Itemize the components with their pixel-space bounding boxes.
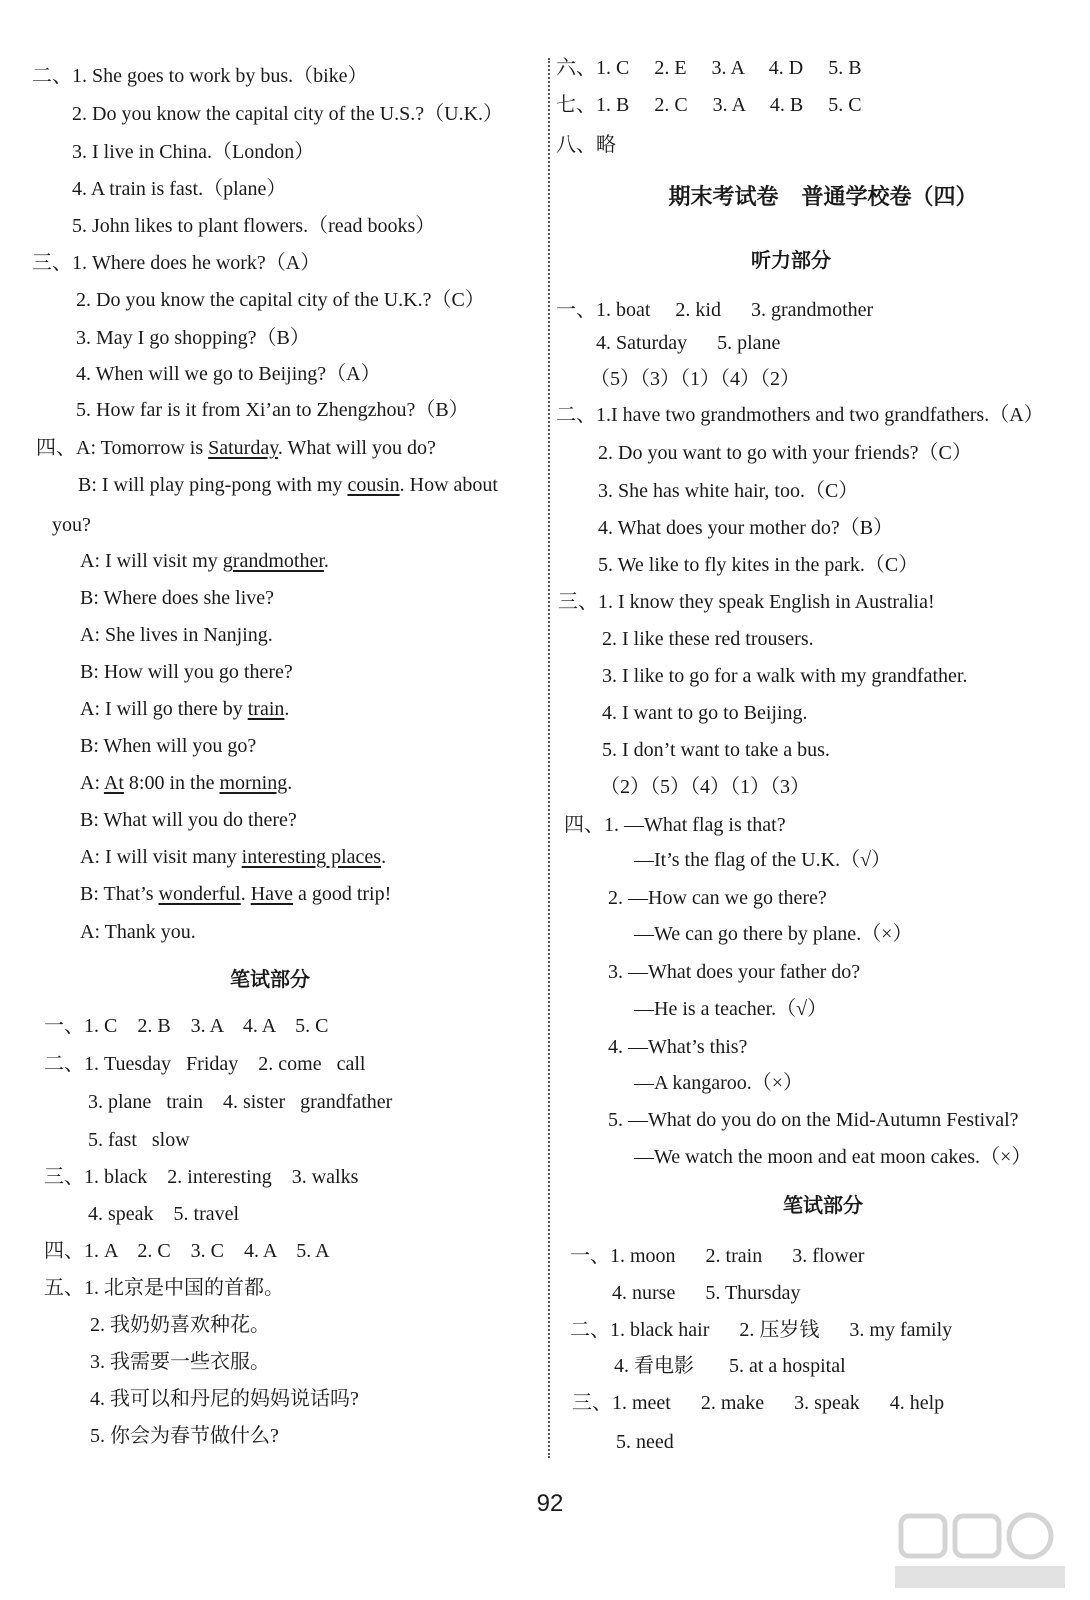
dialog-line: B: That’s wonderful. Have a good trip! — [80, 883, 392, 905]
dialog-line: 四、A: Tomorrow is Saturday. What will you do? — [36, 437, 436, 459]
exam-title: 期末考试卷 普通学校卷（四） — [668, 185, 978, 210]
answer-line: 4. What does your mother do?（B） — [598, 517, 894, 539]
answer-line: —It’s the flag of the U.K.（√） — [634, 849, 892, 871]
dialog-line: A: I will visit many interesting places. — [80, 846, 387, 868]
answer-line: 五、1. 北京是中国的首都。 — [44, 1277, 284, 1299]
answer-line: 5. I don’t want to take a bus. — [602, 739, 830, 761]
answer-line: 3. She has white hair, too.（C） — [598, 480, 859, 502]
answer-line: 2. Do you want to go with your friends?（C） — [598, 442, 972, 464]
dialog-line: B: Where does she live? — [80, 587, 275, 609]
answer-line: 4. speak 5. travel — [88, 1203, 240, 1225]
watermark-logo — [895, 1510, 1065, 1590]
answer-line: —We can go there by plane.（×） — [634, 923, 913, 945]
answer-line: （5）（3）（1）（4）（2） — [590, 368, 800, 390]
answer-line: 4. Saturday 5. plane — [596, 332, 781, 354]
answer-line: 2. Do you know the capital city of the U.K.?（C） — [76, 289, 485, 311]
answer-line: 4. nurse 5. Thursday — [612, 1282, 801, 1304]
answer-line: 5. We like to fly kites in the park.（C） — [598, 554, 919, 576]
answer-line: 5. —What do you do on the Mid-Autumn Festival? — [608, 1109, 1019, 1131]
answer-line: 三、1. I know they speak English in Australia! — [558, 591, 935, 613]
answer-line: —We watch the moon and eat moon cakes.（×） — [634, 1146, 1032, 1168]
answer-line: 3. I like to go for a walk with my grandfather. — [602, 665, 968, 687]
answer-line: 三、1. Where does he work?（A） — [32, 252, 321, 274]
answer-line: 一、1. moon 2. train 3. flower — [570, 1245, 865, 1267]
answer-line: 4. —What’s this? — [608, 1036, 748, 1058]
answer-line: 一、1. C 2. B 3. A 4. A 5. C — [44, 1015, 329, 1037]
answer-line: 四、1. —What flag is that? — [564, 814, 786, 836]
answer-line: —He is a teacher.（√） — [634, 998, 828, 1020]
answer-line: 二、1. Tuesday Friday 2. come call — [44, 1053, 366, 1075]
answer-line: 4. A train is fast.（plane） — [72, 178, 287, 200]
answer-line: 3. May I go shopping?（B） — [76, 327, 310, 349]
answer-line: 六、1. C 2. E 3. A 4. D 5. B — [556, 57, 862, 79]
answer-line: 二、1. She goes to work by bus.（bike） — [32, 65, 368, 87]
answer-line: —A kangaroo.（×） — [634, 1072, 804, 1094]
answer-line: 5. 你会为春节做什么? — [90, 1425, 279, 1447]
answer-line: 二、1.I have two grandmothers and two grandfathers.（A） — [556, 404, 1044, 426]
answer-line: 七、1. B 2. C 3. A 4. B 5. C — [556, 94, 862, 116]
answer-line: 3. plane train 4. sister grandfather — [88, 1091, 393, 1113]
answer-line: 一、1. boat 2. kid 3. grandmother — [556, 299, 874, 321]
answer-line: 二、1. black hair 2. 压岁钱 3. my family — [570, 1319, 953, 1341]
answer-line: 四、1. A 2. C 3. C 4. A 5. A — [44, 1240, 330, 1262]
answer-line: （2）（5）（4）（1）（3） — [600, 776, 810, 798]
section-heading: 笔试部分 — [783, 1193, 863, 1217]
dialog-line: A: At 8:00 in the morning. — [80, 772, 293, 794]
answer-line: 5. need — [616, 1431, 674, 1453]
dialog-line: A: I will go there by train. — [80, 698, 290, 720]
dialog-line: A: I will visit my grandmother. — [80, 550, 329, 572]
dialog-line: B: When will you go? — [80, 735, 257, 757]
answer-line: 2. Do you know the capital city of the U.S.?（U.K.） — [72, 103, 504, 125]
answer-line: 2. —How can we go there? — [608, 887, 827, 909]
answer-line: 5. John likes to plant flowers.（read books） — [72, 215, 436, 237]
answer-line: 4. 我可以和丹尼的妈妈说话吗? — [90, 1388, 359, 1410]
section-heading: 笔试部分 — [230, 967, 310, 991]
column-divider — [548, 58, 550, 1458]
answer-line: 2. 我奶奶喜欢种花。 — [90, 1314, 270, 1336]
answer-line: 2. I like these red trousers. — [602, 628, 814, 650]
dialog-line: B: What will you do there? — [80, 809, 297, 831]
dialog-line: A: She lives in Nanjing. — [80, 624, 273, 646]
answer-line: 八、略 — [556, 134, 616, 156]
answer-line: 三、1. black 2. interesting 3. walks — [44, 1166, 359, 1188]
dialog-line: A: Thank you. — [80, 921, 196, 943]
dialog-line: you? — [52, 514, 91, 536]
answer-line: 3. —What does your father do? — [608, 961, 861, 983]
answer-line: 5. How far is it from Xi’an to Zhengzhou?（B） — [76, 399, 469, 421]
answer-line: 3. I live in China.（London） — [72, 141, 315, 163]
answer-line: 4. When will we go to Beijing?（A） — [76, 363, 381, 385]
answer-line: 4. I want to go to Beijing. — [602, 702, 808, 724]
page-number: 92 — [536, 1490, 564, 1517]
answer-line: 三、1. meet 2. make 3. speak 4. help — [572, 1392, 945, 1414]
dialog-line: B: How will you go there? — [80, 661, 293, 683]
answer-line: 4. 看电影 5. at a hospital — [614, 1355, 846, 1377]
answer-line: 5. fast slow — [88, 1129, 190, 1151]
answer-line: 3. 我需要一些衣服。 — [90, 1351, 270, 1373]
section-heading: 听力部分 — [751, 248, 831, 272]
dialog-line: B: I will play ping-pong with my cousin. How about — [78, 474, 498, 496]
